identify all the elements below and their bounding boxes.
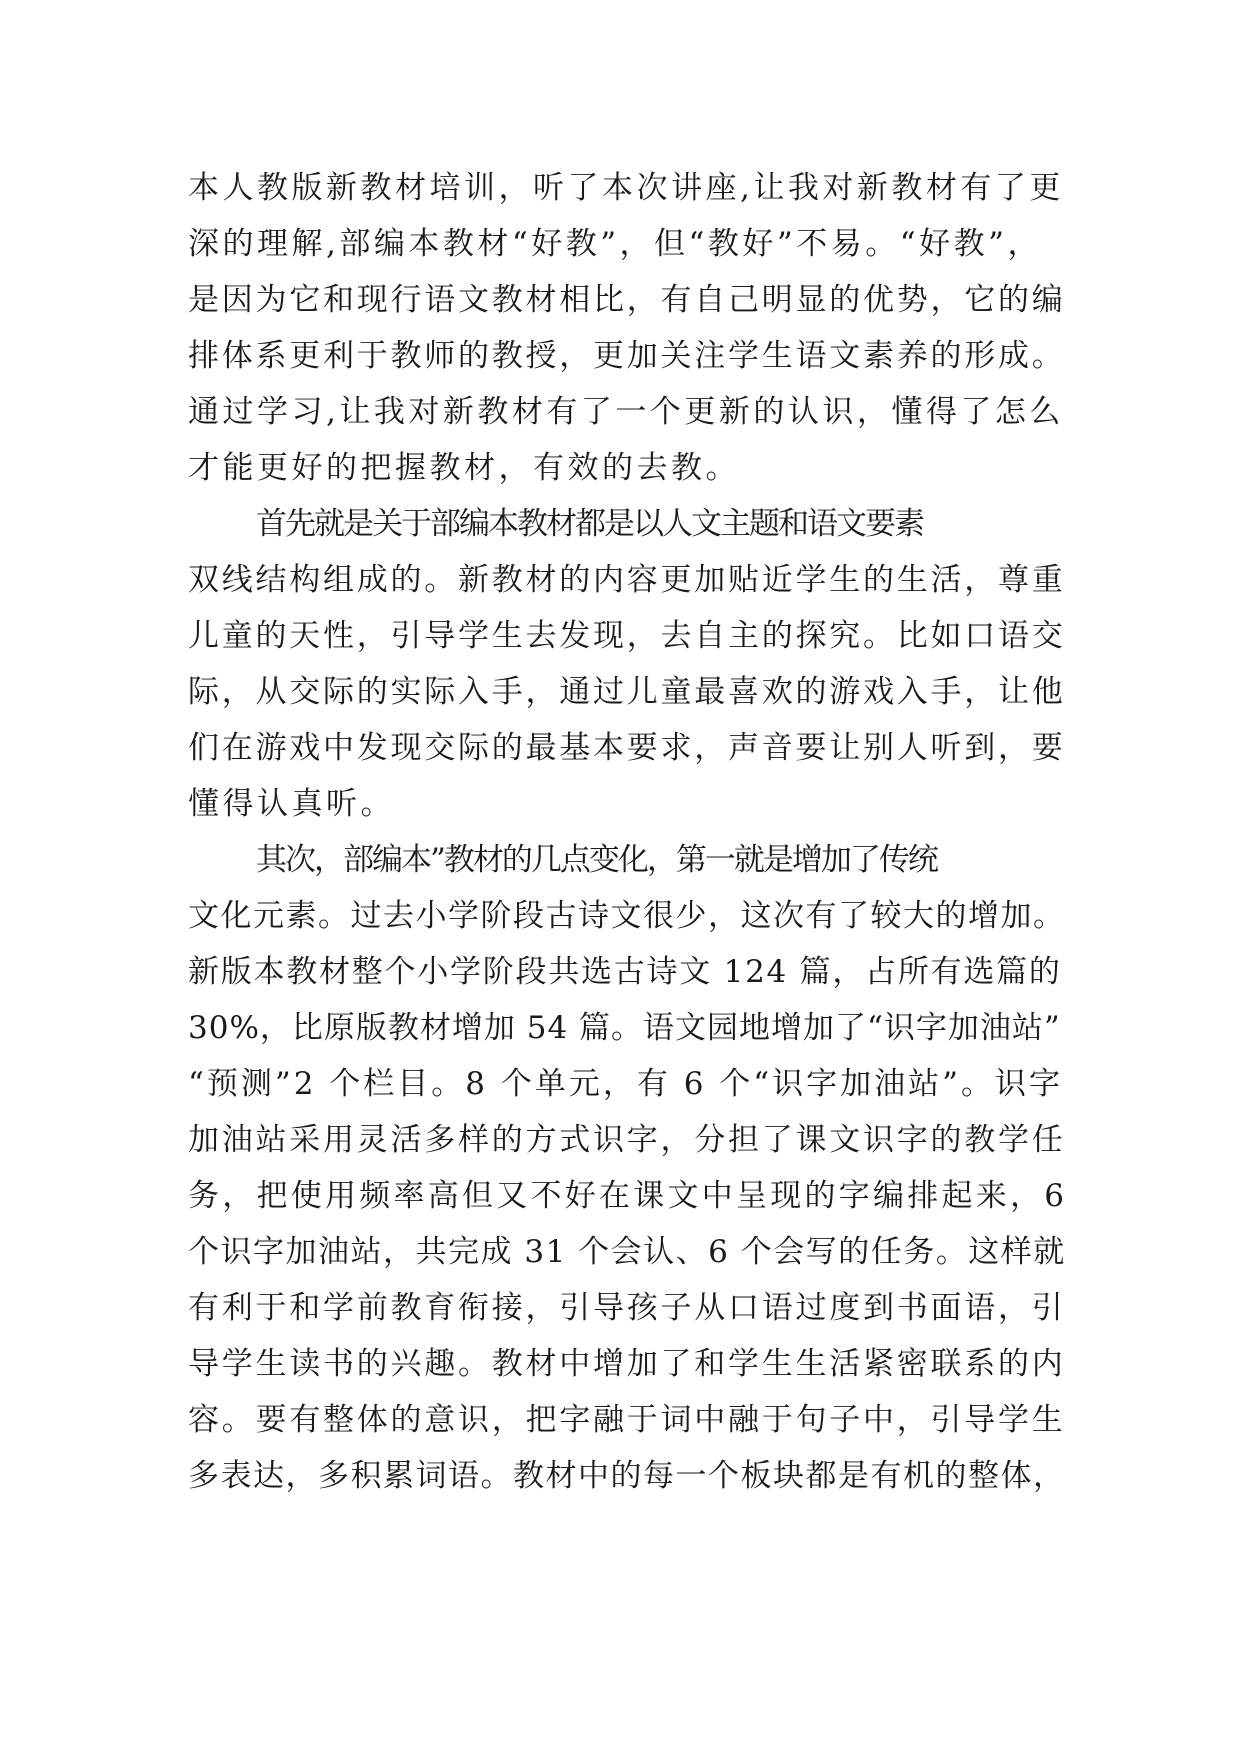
text-line: 务，把使用频率高但又不好在课文中呈现的字编排起来，6 [188,1178,1068,1214]
text-line: 加油站采用灵活多样的方式识字，分担了课文识字的教学任 [188,1122,1066,1158]
text-line: 首先就是关于部编本教材都是以人文主题和语文要素 [256,506,923,542]
text-line: 通过学习,让我对新教材有了一个更新的认识，懂得了怎么 [188,394,1064,430]
text-line: 才能更好的把握教材，有效的去教。 [188,450,740,486]
text-line: 排体系更利于教师的教授，更加关注学生语文素养的形成。 [188,338,1066,374]
document-body [188,160,1068,1504]
paragraph-3 [188,832,1068,1504]
paragraph-2 [188,496,1068,832]
text-line: 懂得认真听。 [188,786,395,822]
text-line: 双线结构组成的。新教材的内容更加贴近学生的生活，尊重 [188,562,1066,598]
text-line: 们在游戏中发现交际的最基本要求，声音要让别人听到，要 [188,730,1066,766]
text-line: 导学生读书的兴趣。教材中增加了和学生生活紧密联系的内 [188,1346,1066,1382]
text-line: 有利于和学前教育衔接，引导孩子从口语过度到书面语，引 [188,1290,1066,1326]
text-line: 其次，部编本”教材的几点变化，第一就是增加了传统 [256,842,937,878]
paragraph-1 [188,160,1068,496]
text-line: “预测”2 个栏目。8 个单元，有 6 个“识字加油站”。识字 [188,1066,1063,1102]
text-line: 是因为它和现行语文教材相比，有自己明显的优势，它的编 [188,282,1066,318]
text-line: 容。要有整体的意识，把字融于词中融于句子中，引导学生 [188,1402,1066,1438]
text-line: 文化元素。过去小学阶段古诗文很少，这次有了较大的增加。 [188,898,1066,934]
text-line: 际，从交际的实际入手，通过儿童最喜欢的游戏入手，让他 [188,674,1066,710]
text-line: 新版本教材整个小学阶段共选古诗文 124 篇，占所有选篇的 [188,954,1062,990]
text-line: 个识字加油站，共完成 31 个会认、6 个会写的任务。这样就 [188,1234,1066,1270]
text-line: 本人教版新教材培训，听了本次讲座,让我对新教材有了更 [188,170,1064,206]
text-line: 多表达，多积累词语。教材中的每一个板块都是有机的整体， [188,1458,1066,1494]
text-line: 深的理解,部编本教材“好教”，但“教好”不易。“好教”， [188,226,1042,262]
text-line: 儿童的天性，引导学生去发现，去自主的探究。比如口语交 [188,618,1066,654]
text-line: 30%，比原版教材增加 54 篇。语文园地增加了“识字加油站” [188,1010,1061,1046]
